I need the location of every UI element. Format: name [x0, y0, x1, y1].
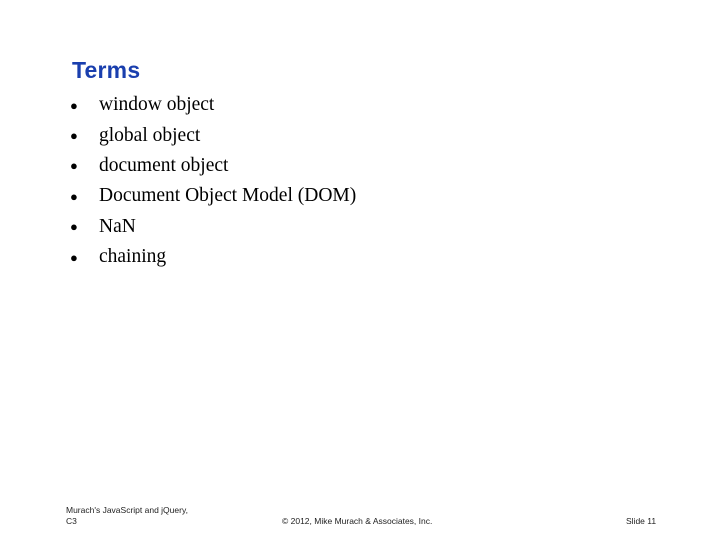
footer-book-line2: C3: [66, 516, 77, 526]
footer-book-line1: Murach's JavaScript and jQuery,: [66, 505, 188, 515]
slide-title: Terms: [72, 57, 141, 83]
bullet-item: [70, 212, 356, 242]
bullet-item: [70, 181, 356, 211]
bullet-text: Document Object Model (DOM): [99, 185, 357, 207]
bullet-dot-icon: ●: [70, 249, 78, 265]
footer-slide-number: Slide 11: [626, 516, 657, 526]
bullet-item: [70, 242, 356, 272]
bullet-dot-icon: ●: [70, 128, 78, 144]
bullet-text: NaN: [99, 215, 136, 237]
bullet-text: document object: [99, 154, 229, 176]
bullet-dot-icon: ●: [70, 188, 78, 204]
bullet-text: global object: [99, 124, 201, 146]
bullet-list: [70, 90, 356, 272]
footer-copyright: © 2012, Mike Murach & Associates, Inc.: [282, 516, 433, 526]
bullet-dot-icon: ●: [70, 158, 78, 174]
bullet-text: chaining: [99, 246, 167, 268]
footer-book-title: [66, 505, 226, 527]
bullet-item: [70, 120, 356, 150]
bullet-item: [70, 90, 356, 120]
bullet-dot-icon: ●: [70, 219, 78, 235]
bullet-text: window object: [99, 94, 215, 116]
bullet-item: [70, 151, 356, 181]
bullet-dot-icon: ●: [70, 97, 78, 113]
